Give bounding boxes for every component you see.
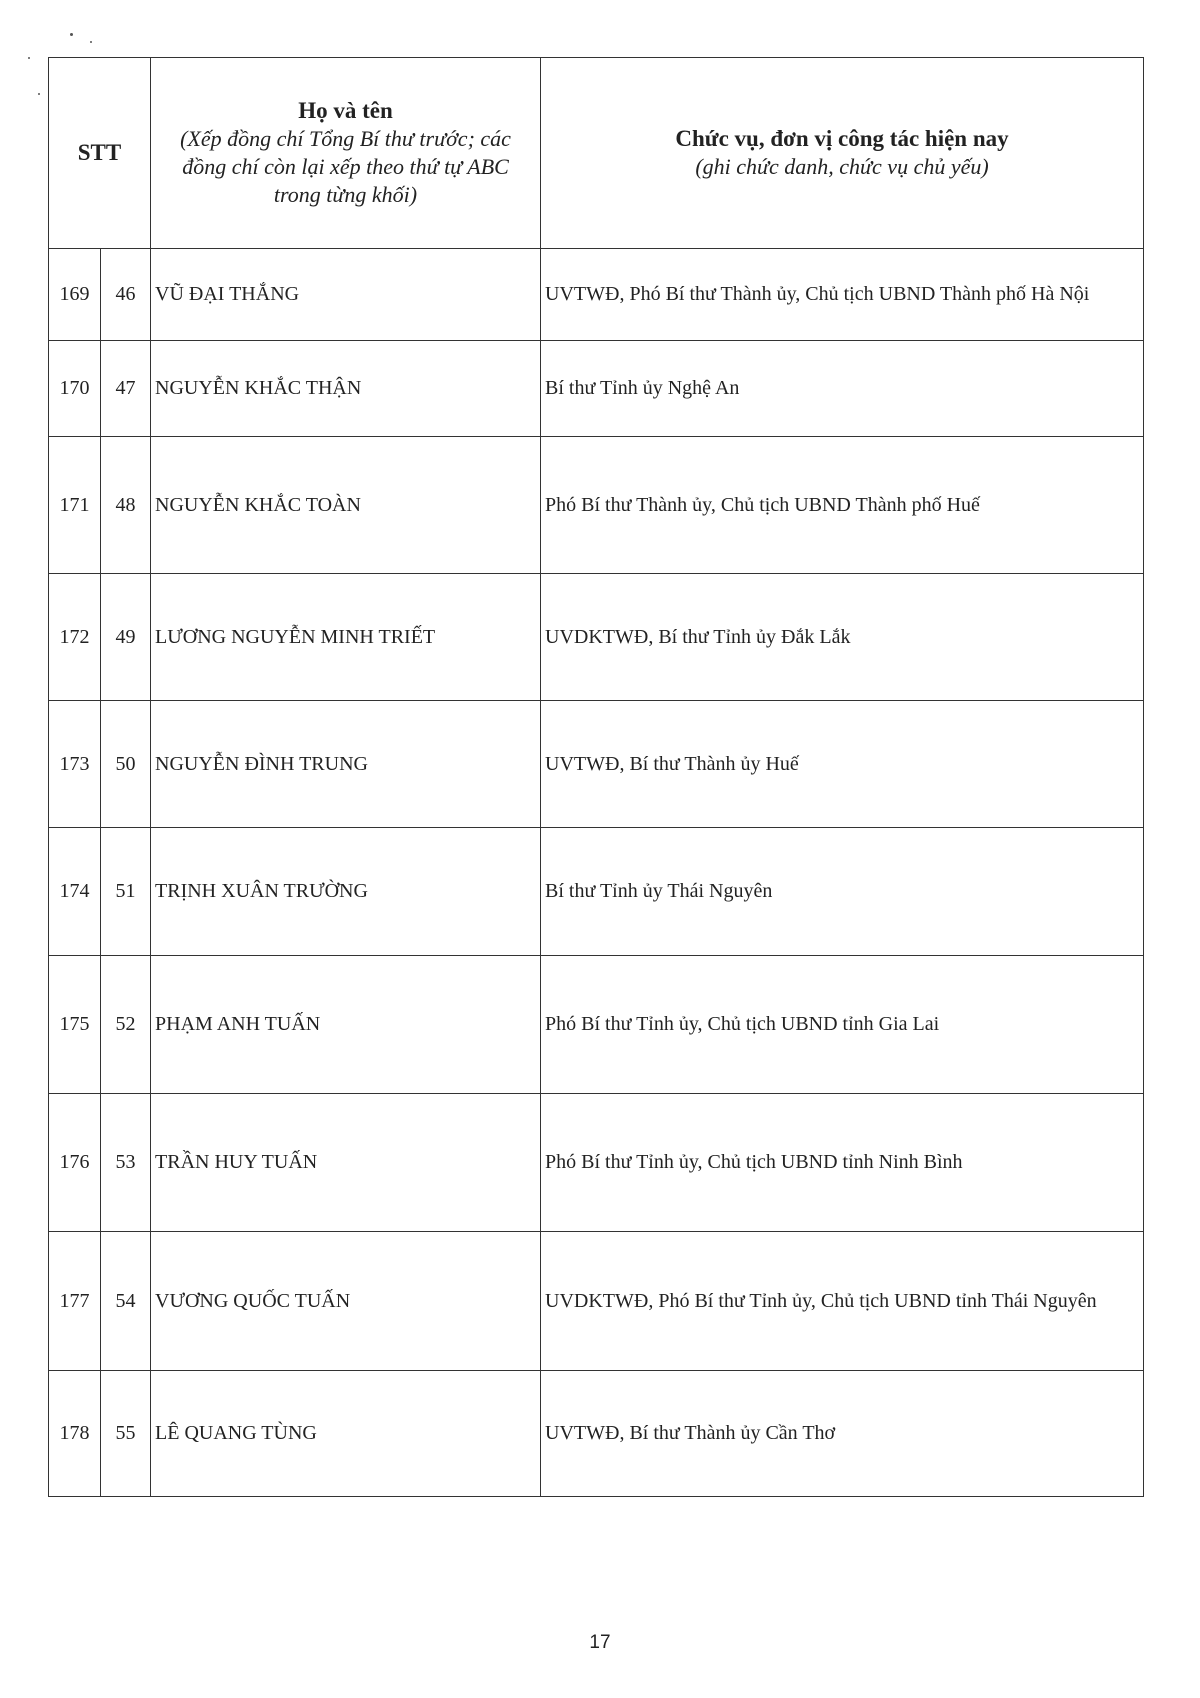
row-position: Phó Bí thư Tỉnh ủy, Chủ tịch UBND tỉnh Gia Lai <box>541 956 1144 1094</box>
row-sub-number: 55 <box>101 1371 151 1497</box>
row-sub-number: 49 <box>101 574 151 701</box>
row-stt: 173 <box>49 701 101 828</box>
table-row <box>49 437 1144 574</box>
row-stt: 172 <box>49 574 101 701</box>
row-position: UVTWĐ, Phó Bí thư Thành ủy, Chủ tịch UBND Thành phố Hà Nội <box>541 249 1144 341</box>
row-stt: 169 <box>49 249 101 341</box>
row-stt: 178 <box>49 1371 101 1497</box>
row-stt: 176 <box>49 1094 101 1232</box>
table-row <box>49 341 1144 437</box>
row-stt: 175 <box>49 956 101 1094</box>
row-position: UVDKTWĐ, Bí thư Tỉnh ủy Đắk Lắk <box>541 574 1144 701</box>
row-sub-number: 54 <box>101 1232 151 1371</box>
row-position: Bí thư Tỉnh ủy Thái Nguyên <box>541 828 1144 956</box>
table-row <box>49 1094 1144 1232</box>
header-position <box>541 58 1144 249</box>
row-name: NGUYỄN ĐÌNH TRUNG <box>151 701 541 828</box>
row-name: NGUYỄN KHẮC TOÀN <box>151 437 541 574</box>
row-stt: 170 <box>49 341 101 437</box>
row-position: Phó Bí thư Thành ủy, Chủ tịch UBND Thành phố Huế <box>541 437 1144 574</box>
header-position-title: Chức vụ, đơn vị công tác hiện nay <box>675 126 1009 151</box>
row-position: Phó Bí thư Tỉnh ủy, Chủ tịch UBND tỉnh Ninh Bình <box>541 1094 1144 1232</box>
header-name-note: (Xếp đồng chí Tổng Bí thư trước; các đồng chí còn lại xếp theo thứ tự ABC trong từng khối) <box>180 126 511 207</box>
header-position-note: (ghi chức danh, chức vụ chủ yếu) <box>695 154 989 179</box>
row-name: NGUYỄN KHẮC THẬN <box>151 341 541 437</box>
table-row <box>49 574 1144 701</box>
row-stt: 174 <box>49 828 101 956</box>
row-name: VƯƠNG QUỐC TUẤN <box>151 1232 541 1371</box>
row-sub-number: 48 <box>101 437 151 574</box>
table-row <box>49 828 1144 956</box>
delegate-table <box>48 57 1144 1497</box>
row-name: TRỊNH XUÂN TRƯỜNG <box>151 828 541 956</box>
row-sub-number: 47 <box>101 341 151 437</box>
row-stt: 177 <box>49 1232 101 1371</box>
scan-speck <box>90 41 92 43</box>
scan-speck <box>28 57 30 59</box>
row-name: TRẦN HUY TUẤN <box>151 1094 541 1232</box>
row-position: Bí thư Tỉnh ủy Nghệ An <box>541 341 1144 437</box>
row-sub-number: 46 <box>101 249 151 341</box>
page-number: 17 <box>589 1632 611 1653</box>
row-position: UVTWĐ, Bí thư Thành ủy Cần Thơ <box>541 1371 1144 1497</box>
row-sub-number: 52 <box>101 956 151 1094</box>
header-stt: STT <box>49 58 151 249</box>
row-sub-number: 50 <box>101 701 151 828</box>
row-name: PHẠM ANH TUẤN <box>151 956 541 1094</box>
row-sub-number: 53 <box>101 1094 151 1232</box>
table-row <box>49 1371 1144 1497</box>
header-name-title: Họ và tên <box>298 98 393 123</box>
row-stt: 171 <box>49 437 101 574</box>
row-name: LÊ QUANG TÙNG <box>151 1371 541 1497</box>
row-position: UVDKTWĐ, Phó Bí thư Tỉnh ủy, Chủ tịch UBND tỉnh Thái Nguyên <box>541 1232 1144 1371</box>
row-position: UVTWĐ, Bí thư Thành ủy Huế <box>541 701 1144 828</box>
header-name <box>151 58 541 249</box>
table-row <box>49 1232 1144 1371</box>
table-header-row <box>49 58 1144 249</box>
row-name: LƯƠNG NGUYỄN MINH TRIẾT <box>151 574 541 701</box>
table-row <box>49 249 1144 341</box>
table-row <box>49 701 1144 828</box>
scan-speck <box>38 93 40 95</box>
table-row <box>49 956 1144 1094</box>
scan-speck <box>70 33 73 36</box>
row-name: VŨ ĐẠI THẮNG <box>151 249 541 341</box>
row-sub-number: 51 <box>101 828 151 956</box>
